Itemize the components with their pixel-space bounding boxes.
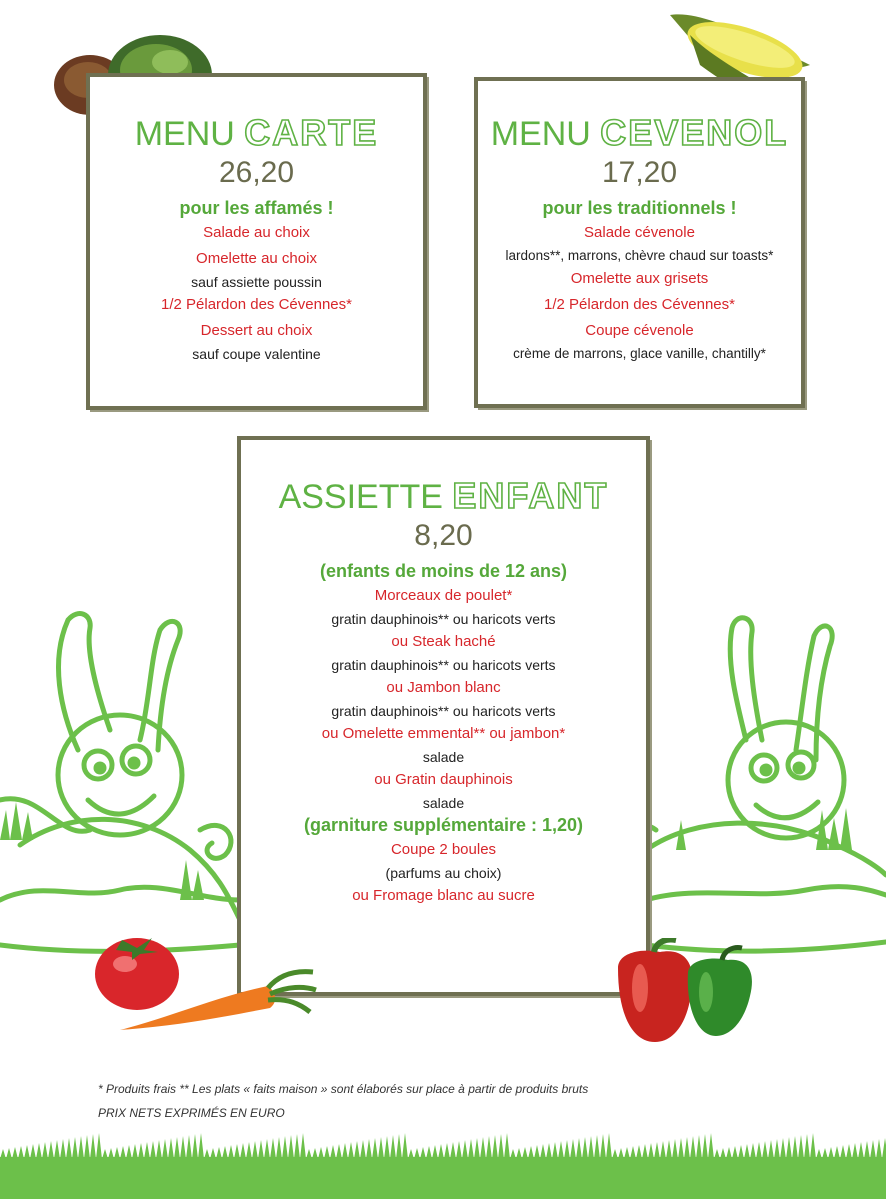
menu-carte-price: 26,20 — [218, 156, 295, 189]
snail-illustration-right — [636, 600, 886, 960]
grass-blades — [0, 1133, 886, 1159]
garniture-note: (garniture supplémentaire : 1,20) — [303, 815, 584, 835]
menu-item-description: sauf coupe valentine — [192, 346, 321, 362]
menu-cevenol-title-b: CEVENOL — [600, 112, 789, 153]
menu-item: 1/2 Pélardon des Cévennes* — [161, 296, 352, 313]
menu-carte-lines — [90, 220, 423, 364]
menu-item-description: sauf assiette poussin — [191, 274, 322, 290]
assiette-enfant-card — [237, 436, 650, 996]
assiette-enfant-title — [241, 476, 646, 517]
footnote-products: * Produits frais ** Les plats « faits maison » sont élaborés sur place à partir de produits bruts — [98, 1082, 589, 1096]
menu-item: Coupe cévenole — [585, 322, 694, 339]
menu-item: Omelette aux grisets — [570, 270, 709, 287]
menu-cevenol-price: 17,20 — [601, 156, 678, 189]
assiette-enfant-price: 8,20 — [414, 519, 473, 552]
menu-cevenol-title — [478, 113, 801, 154]
menu-item-description: gratin dauphinois** ou haricots verts — [331, 611, 556, 627]
menu-item-description: gratin dauphinois** ou haricots verts — [331, 703, 556, 719]
menu-cevenol-title-a: MENU — [490, 115, 591, 153]
assiette-enfant-subtitle: (enfants de moins de 12 ans) — [319, 561, 568, 581]
menu-carte-card — [86, 73, 427, 410]
menu-item: 1/2 Pélardon des Cévennes* — [544, 296, 735, 313]
menu-item-description: salade — [422, 795, 465, 811]
assiette-enfant-title-a: ASSIETTE — [278, 478, 443, 516]
menu-cevenol-lines — [478, 220, 801, 364]
footnote-prices: PRIX NETS EXPRIMÉS EN EURO — [98, 1106, 285, 1120]
grass-strip — [0, 1133, 886, 1199]
menu-item: Salade cévenole — [584, 224, 695, 241]
menu-item: ou Gratin dauphinois — [374, 771, 513, 788]
menu-carte-subtitle: pour les affamés ! — [179, 198, 334, 218]
menu-item: Coupe 2 boules — [390, 841, 497, 858]
menu-item: ou Fromage blanc au sucre — [352, 887, 535, 904]
menu-item-description: crème de marrons, glace vanille, chantilly* — [513, 346, 766, 361]
menu-cevenol-card — [474, 77, 805, 408]
menu-item: Omelette au choix — [196, 250, 317, 267]
pepper-icon — [610, 938, 760, 1048]
menu-item: Morceaux de poulet* — [374, 587, 513, 604]
menu-cevenol-subtitle: pour les traditionnels ! — [542, 198, 737, 218]
menu-carte-title-a: MENU — [134, 115, 235, 153]
snail-illustration-left — [0, 600, 250, 960]
menu-item: ou Steak haché — [391, 633, 496, 650]
menu-item-description: lardons**, marrons, chèvre chaud sur toasts* — [505, 248, 774, 263]
menu-item: Dessert au choix — [200, 322, 313, 339]
assiette-enfant-lines — [241, 583, 646, 909]
assiette-enfant-title-b: ENFANT — [452, 475, 609, 516]
menu-carte-title-b: CARTE — [244, 112, 379, 153]
menu-item: Salade au choix — [203, 224, 310, 241]
menu-carte-title — [90, 113, 423, 154]
menu-item-description: salade — [422, 749, 465, 765]
menu-item: ou Jambon blanc — [386, 679, 501, 696]
carrot-icon — [118, 968, 318, 1038]
menu-item: ou Omelette emmental** ou jambon* — [321, 725, 566, 742]
menu-item-description: gratin dauphinois** ou haricots verts — [331, 657, 556, 673]
menu-item-description: (parfums au choix) — [385, 865, 502, 881]
